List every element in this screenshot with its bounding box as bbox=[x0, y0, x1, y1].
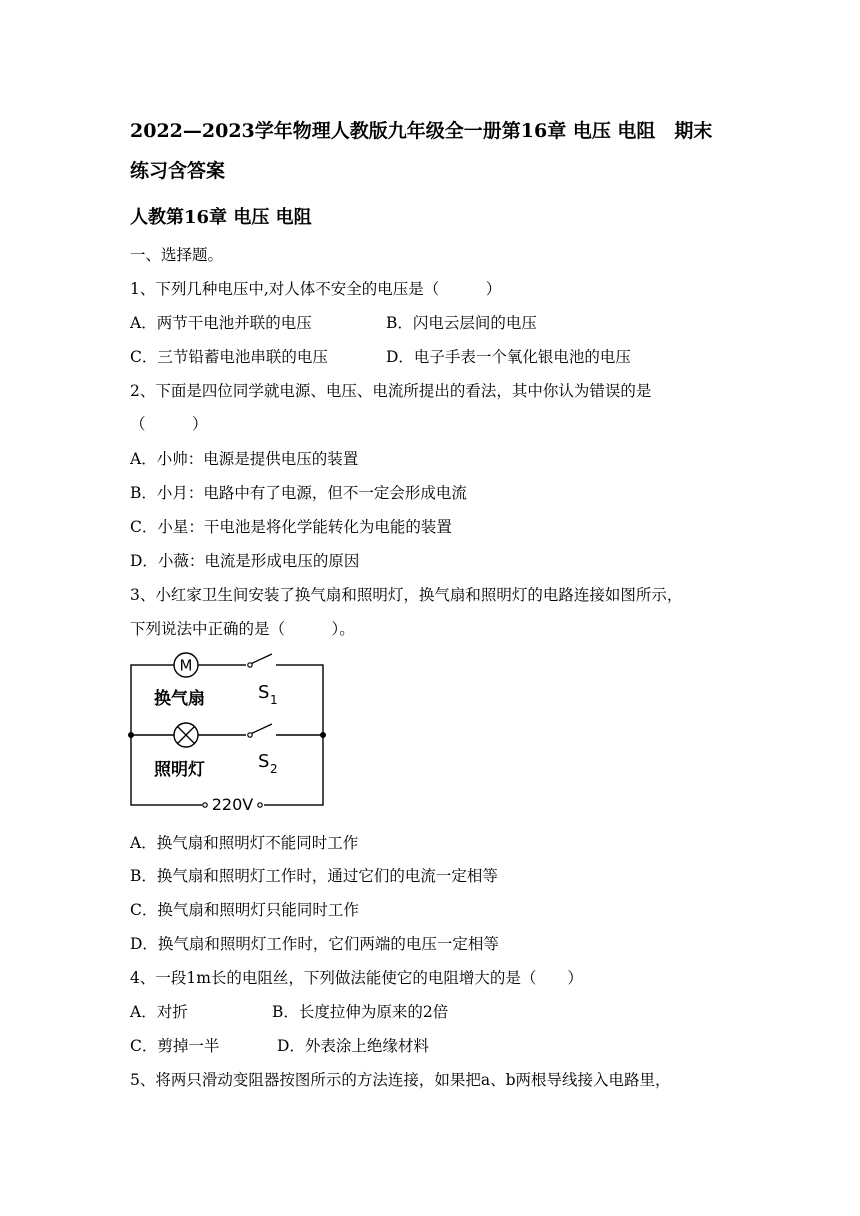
q1-option-a: A．两节干电池并联的电压 bbox=[130, 314, 312, 332]
q2-stem-line1: 2、下面是四位同学就电源、电压、电流所提出的看法，其中你认为错误的是 bbox=[130, 382, 652, 400]
chapter-heading: 人教第16章 电压 电阻 bbox=[130, 207, 312, 228]
q4-option-d: D．外表涂上绝缘材料 bbox=[277, 1037, 429, 1055]
terminal-left bbox=[203, 803, 207, 807]
q3-stem-line2: 下列说法中正确的是（ ）。 bbox=[130, 620, 355, 638]
q1-stem: 1、下列几种电压中,对人体不安全的电压是（ ） bbox=[130, 280, 502, 298]
q2-option-c: C．小星：干电池是将化学能转化为电能的装置 bbox=[130, 518, 452, 536]
q1-option-b: B．闪电云层间的电压 bbox=[386, 314, 537, 332]
q2-option-b: B．小月：电路中有了电源，但不一定会形成电流 bbox=[130, 484, 467, 502]
s1-subscript: 1 bbox=[270, 693, 278, 707]
q3-option-c: C．换气扇和照明灯只能同时工作 bbox=[130, 901, 359, 919]
q4-stem: 4、一段1m长的电阻丝，下列做法能使它的电阻增大的是（ ） bbox=[130, 969, 583, 987]
s2-subscript: 2 bbox=[270, 762, 278, 776]
q2-stem-line2: （ ） bbox=[130, 415, 208, 433]
q3-option-d: D．换气扇和照明灯工作时，它们两端的电压一定相等 bbox=[130, 935, 499, 953]
junction-left bbox=[128, 732, 134, 738]
junction-right bbox=[320, 732, 326, 738]
document-title-line1: 2022—2023学年物理人教版九年级全一册第16章 电压 电阻 期末 bbox=[130, 120, 713, 142]
s2-label: S bbox=[258, 751, 270, 772]
q4-option-b: B．长度拉伸为原来的2倍 bbox=[272, 1003, 449, 1021]
circuit-diagram bbox=[128, 648, 328, 810]
q2-option-d: D．小薇：电流是形成电压的原因 bbox=[130, 552, 360, 570]
q4-option-a: A．对折 bbox=[130, 1003, 188, 1021]
q1-option-c: C．三节铅蓄电池串联的电压 bbox=[130, 348, 328, 366]
q3-option-a: A．换气扇和照明灯不能同时工作 bbox=[130, 834, 359, 852]
q3-option-b: B．换气扇和照明灯工作时，通过它们的电流一定相等 bbox=[130, 867, 498, 885]
document-title-line2: 练习含答案 bbox=[130, 160, 226, 182]
q5-stem: 5、将两只滑动变阻器按图所示的方法连接，如果把a、b两根导线接入电路里， bbox=[130, 1071, 671, 1089]
fan-label: 换气扇 bbox=[154, 689, 205, 709]
voltage-label: 220V bbox=[211, 795, 254, 810]
lamp-label: 照明灯 bbox=[154, 760, 205, 780]
q1-option-d: D．电子手表一个氧化银电池的电压 bbox=[386, 348, 631, 366]
s1-label: S bbox=[258, 682, 270, 703]
q4-option-c: C．剪掉一半 bbox=[130, 1037, 220, 1055]
terminal-right bbox=[258, 803, 262, 807]
motor-symbol: M bbox=[179, 656, 193, 675]
q3-stem-line1: 3、小红家卫生间安装了换气扇和照明灯，换气扇和照明灯的电路连接如图所示， bbox=[130, 586, 683, 604]
section-heading: 一、选择题。 bbox=[130, 246, 224, 264]
q2-option-a: A．小帅：电源是提供电压的装置 bbox=[130, 450, 359, 468]
